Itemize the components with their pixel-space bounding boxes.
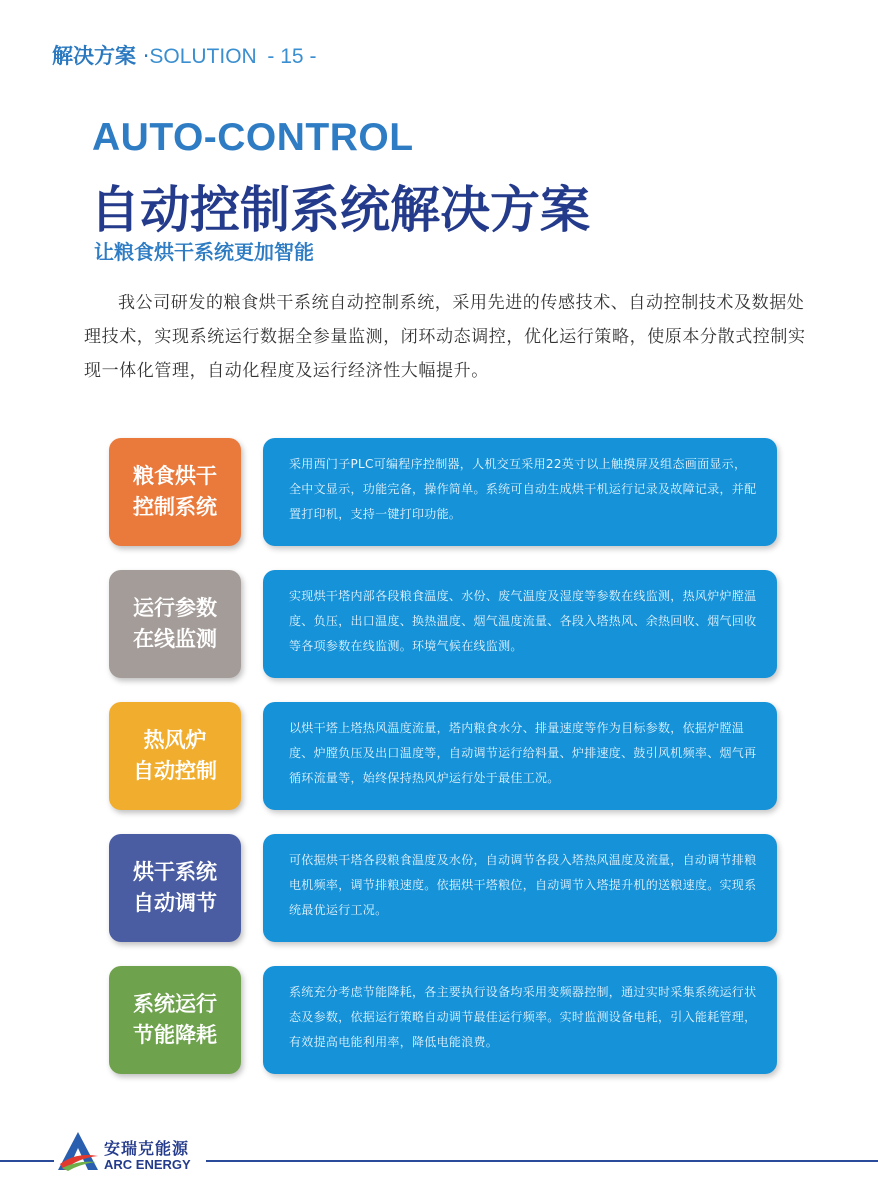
badge-line-2: 在线监测 [133,627,217,651]
feature-badge [109,702,241,810]
badge-line-1: 系统运行 [133,992,217,1016]
badge-line-1: 烘干系统 [133,860,217,884]
feature-description: 实现烘干塔内部各段粮食温度、水份、废气温度及湿度等参数在线监测，热风炉炉膛温度、负压，出口温度、换热温度、烟气温度流量、各段入塔热风、余热回收、烟气回收等各项参数在线监测。环境气候在线监测。 [263,570,777,678]
badge-line-1: 热风炉 [143,728,207,752]
feature-badge [109,966,241,1074]
feature-description: 系统充分考虑节能降耗，各主要执行设备均采用变频器控制，通过实时采集系统运行状态及参数，依据运行策略自动调节最佳运行频率。实时监测设备电耗，引入能耗管理，有效提高电能利用率，降低电能浪费。 [263,966,777,1074]
page-header [52,40,316,70]
header-separator: · [142,44,150,68]
brand-name-en: ARC ENERGY [104,1157,191,1172]
intro-paragraph: 我公司研发的粮食烘干系统自动控制系统，采用先进的传感技术、自动控制技术及数据处理技术，实现系统运行数据全参量监测，闭环动态调控，优化运行策略，使原本分散式控制实现一体化管理，自动化程度及运行经济性大幅提升。 [84,293,806,381]
feature-row-hot-air-furnace [109,702,777,810]
brand-name-cn: 安瑞克能源 [104,1139,190,1158]
feature-badge [109,834,241,942]
badge-line-2: 自动调节 [133,891,217,915]
badge-line-2: 自动控制 [133,759,217,783]
section-name-cn: 解决方案 [52,44,136,68]
feature-row-drying-auto-adjust [109,834,777,942]
page-number: - 15 - [267,45,317,68]
feature-row-grain-drying-control [109,438,777,546]
feature-row-online-monitoring [109,570,777,678]
feature-description: 以烘干塔上塔热风温度流量，塔内粮食水分、排量速度等作为目标参数，依据炉膛温度、炉膛负压及出口温度等，自动调节运行给料量、炉排速度、鼓引风机频率、烟气再循环流量等，始终保持热风炉运行处于最佳工况。 [263,702,777,810]
badge-line-2: 节能降耗 [133,1023,217,1047]
feature-badge [109,438,241,546]
feature-description: 采用西门子PLC可编程序控制器，人机交互采用22英寸以上触摸屏及组态画面显示，全中文显示，功能完备，操作简单。系统可自动生成烘干机运行记录及故障记录，并配置打印机，支持一键打印功能。 [263,438,777,546]
section-name-en: SOLUTION [149,45,257,68]
badge-line-1: 运行参数 [133,596,217,620]
feature-badge [109,570,241,678]
badge-line-1: 粮食烘干 [133,464,217,488]
footer-divider-left [0,1160,54,1162]
badge-line-2: 控制系统 [133,495,217,519]
feature-description: 可依据烘干塔各段粮食温度及水份，自动调节各段入塔热风温度及流量，自动调节排粮电机频率，调节排粮速度。依据烘干塔粮位，自动调节入塔提升机的送粮速度。实现系统最优运行工况。 [263,834,777,942]
feature-row-energy-saving [109,966,777,1074]
title-chinese: 自动控制系统解决方案 [90,181,590,239]
footer-divider-right [206,1160,878,1162]
arc-energy-logo-icon [56,1130,100,1172]
title-english: AUTO-CONTROL [92,116,414,159]
subtitle: 让粮食烘干系统更加智能 [94,240,314,264]
